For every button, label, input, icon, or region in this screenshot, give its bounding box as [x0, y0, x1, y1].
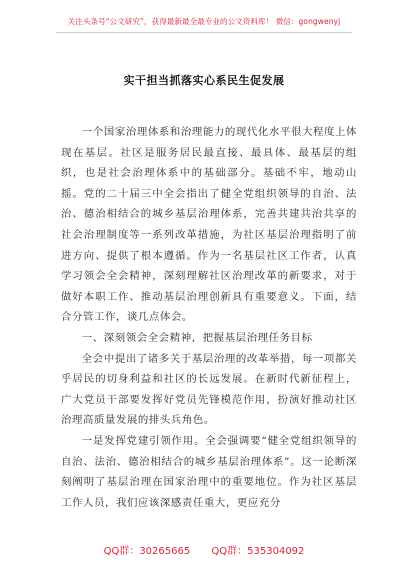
- paragraph-intro: 一个国家治理体系和治理能力的现代化水平很大程度上体现在基层。社区是服务居民最直接、最具体、最基层的组织，也是社会治理体系中的基础部分。基础不牢，地动山摇。党的二十届三中全会指出了健全党组织领导的自治、法治、德治相结合的城乡基层治理体系，完善共建共治共享的社会治理制度等一系列改革措施，为社区基层治理指明了前进方向、提供了根本遵循。作为一名基层社区工作者，认真学习领会全会精神，深刻理解社区治理改革的新要求，对于做好本职工作、推动基层治理创新具有重要意义。下面，结合分管工作，谈几点体会。: [61, 126, 357, 324]
- header-note: 关注头条号“公文研究”，获得最新最全最专业的公文资料库！ 微信：gongwenyj: [67, 17, 341, 26]
- footer: [0, 542, 408, 557]
- paragraph-section-1: 全会中提出了诸多关于基层治理的改革举措，每一项都关乎居民的切身利益和社区的长远发展。在新时代新征程上，广大党员干部要发挥好党员先锋模范作用，扮演好推动社区治理高质量发展的排头兵角色。: [61, 352, 357, 427]
- header-divider: [56, 32, 352, 33]
- footer-qq-group-1: QQ群：30265665: [103, 546, 191, 557]
- document-title: 实干担当抓落实心系民生促发展: [123, 74, 285, 87]
- paragraph-point-1: 一是发挥党建引领作用。全会强调要“健全党组织领导的自治、法治、德治相结合的城乡基层治理体系”。这一论断深刻阐明了基层治理在国家治理中的重要地位。作为社区基层工作人员，我们应该深感责任重大，更应充分: [61, 434, 357, 509]
- document-body: [61, 122, 357, 513]
- section-heading-1: 一、深刻领会全会精神，把握基层治理任务目标: [81, 331, 313, 344]
- footer-qq-group-2: QQ群：535304092: [211, 546, 305, 557]
